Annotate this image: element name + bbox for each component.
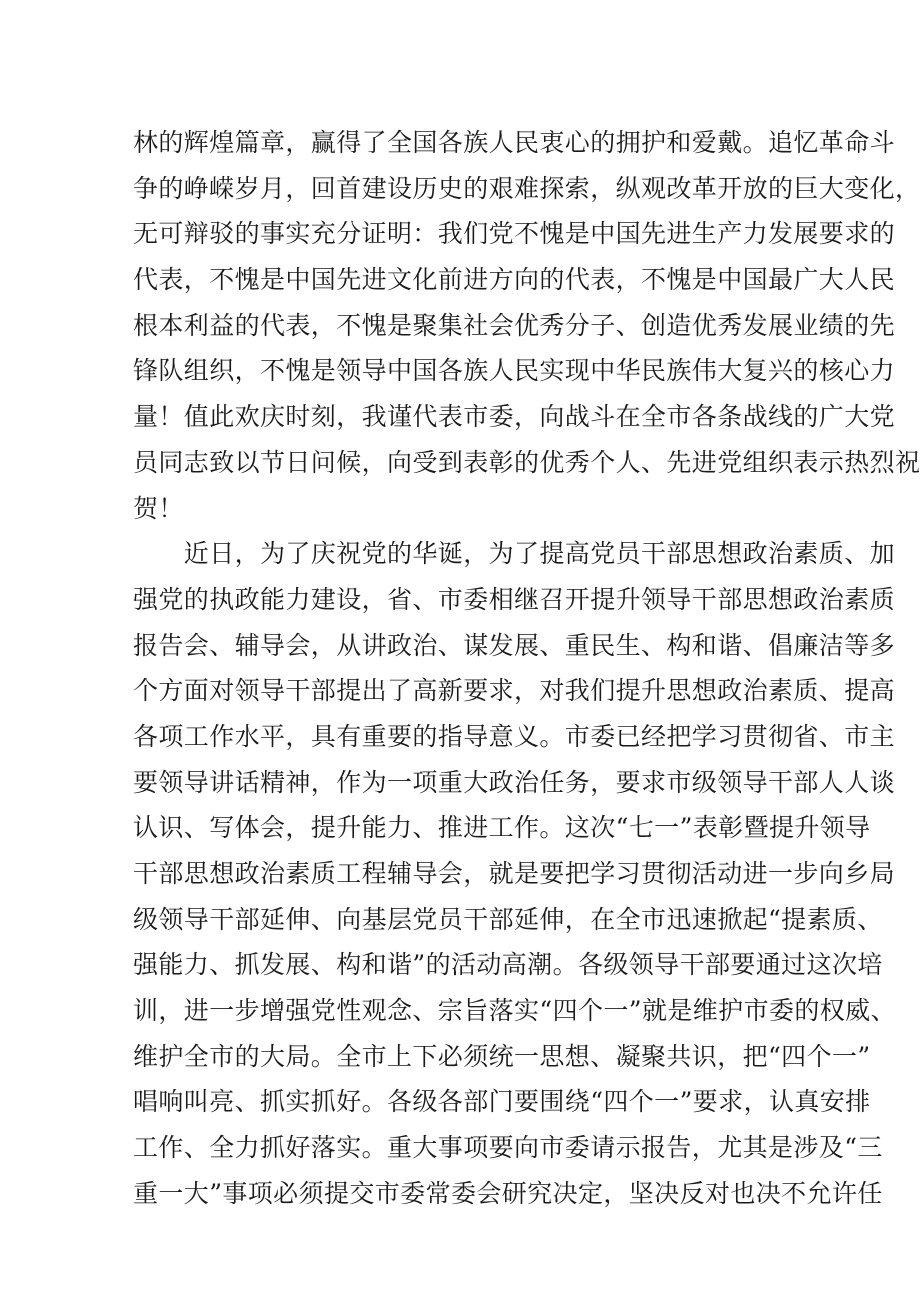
text-line: 近日，为了庆祝党的华诞，为了提高党员干部思想政治素质、加 (133, 539, 896, 569)
text-line: 强党的执政能力建设，省、市委相继召开提升领导干部思想政治素质 (133, 584, 896, 614)
text-line: 各项工作水平，具有重要的指导意义。市委已经把学习贯彻省、市主 (133, 721, 896, 751)
text-line: 锋队组织，不愧是领导中国各族人民实现中华民族伟大复兴的核心力 (133, 356, 896, 386)
text-line: 林的辉煌篇章，赢得了全国各族人民衷心的拥护和爱戴。追忆革命斗 (133, 128, 896, 157)
text-line: 重一大”事项必须提交市委常委会研究决定，坚决反对也决不允许任 (133, 1178, 883, 1208)
paragraph (133, 531, 896, 1216)
text-line: 无可辩驳的事实充分证明：我们党不愧是中国先进生产力发展要求的 (133, 219, 896, 249)
text-line: 代表，不愧是中国先进文化前进方向的代表，不愧是中国最广大人民 (133, 265, 896, 295)
text-line: 唱响叫亮、抓实抓好。各级各部门要围绕“四个一”要求，认真安排 (133, 1087, 871, 1117)
text-line: 干部思想政治素质工程辅导会，就是要把学习贯彻活动进一步向乡局 (133, 859, 896, 888)
text-line: 认识、写体会，提升能力、推进工作。这次“七一”表彰暨提升领导 (133, 813, 871, 843)
text-line: 个方面对领导干部提出了高新要求，对我们提升思想政治素质、提高 (133, 676, 896, 706)
text-line: 强能力、抓发展、构和谐”的活动高潮。各级领导干部要通过这次培 (133, 950, 883, 980)
text-line: 级领导干部延伸、向基层党员干部延伸，在全市迅速掀起“提素质、 (133, 904, 883, 934)
text-line: 要领导讲话精神，作为一项重大政治任务，要求市级领导干部人人谈 (133, 767, 896, 797)
paragraph (133, 120, 920, 531)
text-line: 工作、全力抓好落实。重大事项要向市委请示报告，尤其是涉及“三 (133, 1133, 883, 1163)
text-line: 报告会、辅导会，从讲政治、谋发展、重民生、构和谐、倡廉洁等多 (133, 630, 896, 660)
body-text (133, 120, 920, 1217)
text-line: 根本利益的代表，不愧是聚集社会优秀分子、创造优秀发展业绩的先 (133, 310, 896, 340)
text-line: 贺！ (133, 493, 184, 523)
text-line: 训，进一步增强党性观念、宗旨落实“四个一”就是维护市委的权威、 (133, 996, 896, 1026)
text-line: 争的峥嵘岁月，回首建设历史的艰难探索，纵观改革开放的巨大变化， (133, 173, 920, 203)
text-line: 维护全市的大局。全市上下必须统一思想、凝聚共识，把“四个一” (133, 1041, 871, 1071)
text-line: 员同志致以节日问候，向受到表彰的优秀个人、先进党组织表示热烈祝 (133, 447, 920, 477)
text-line: 量！值此欢庆时刻，我谨代表市委，向战斗在全市各条战线的广大党 (133, 402, 896, 432)
